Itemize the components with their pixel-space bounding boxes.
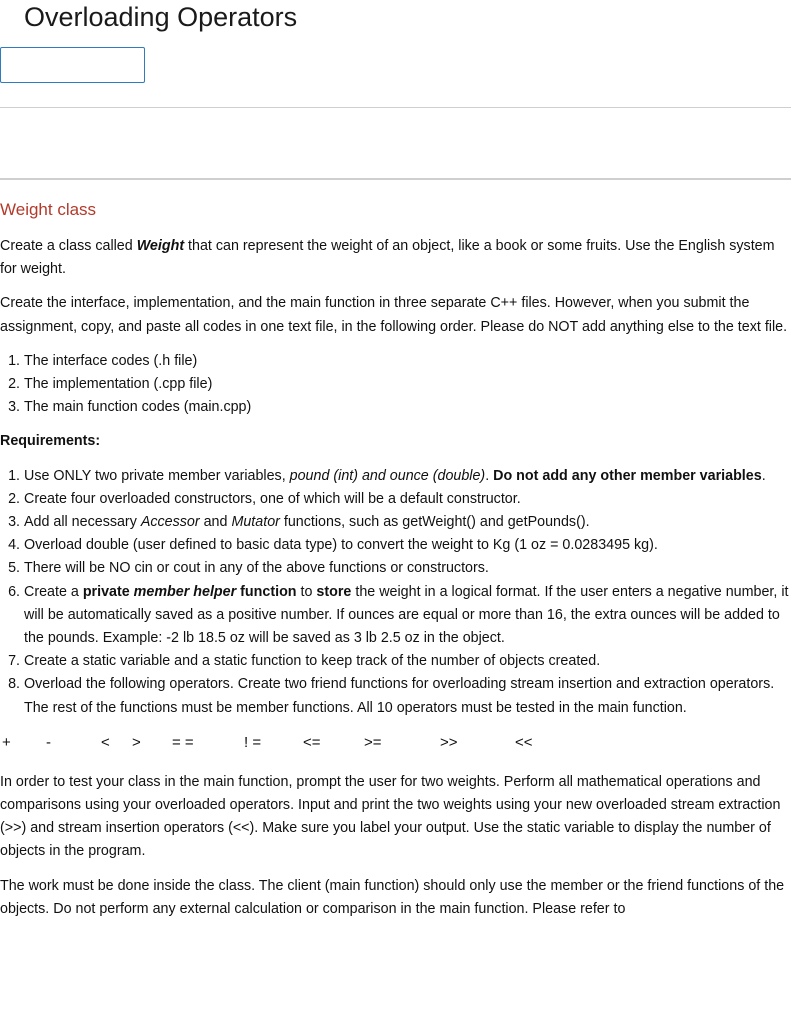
divider	[0, 178, 791, 180]
text: .	[761, 467, 766, 484]
intro-paragraph	[0, 235, 791, 281]
operator: >=	[364, 733, 382, 751]
text: Add all necessary	[24, 514, 141, 531]
operator: +	[2, 733, 11, 751]
operator: -	[46, 733, 51, 751]
operator: <=	[303, 733, 321, 751]
list-item: 8. Overload the following operators. Create two friend functions for overloading stream insertion and extraction operators. The rest of the functions must be member functions. All 10 operators must be tested in the main function.	[24, 673, 791, 719]
list-item: 3. The main function codes (main.cpp)	[24, 396, 791, 419]
operator: = =	[172, 733, 194, 751]
instructions-paragraph: Create the interface, implementation, and the main function in three separate C++ files. However, when you submit the assignment, copy, and paste all codes in one text file, in the following order. Please do NOT add anything else to the text file.	[0, 295, 788, 335]
list-item	[24, 465, 791, 488]
operator: <	[101, 733, 110, 751]
text: member helper	[133, 583, 237, 600]
text: private	[82, 583, 134, 600]
text: store	[316, 583, 352, 600]
list-item: 2. Create four overloaded constructors, one of which will be a default constructor.	[24, 488, 791, 511]
text: pound (int) and ounce (double)	[289, 467, 486, 484]
text: functions, such as getWeight() and getPounds().	[279, 514, 590, 531]
operator: >>	[440, 733, 458, 751]
intro-text: Create a class called	[0, 238, 137, 254]
list-item: 4. Overload double (user defined to basic data type) to convert the weight to Kg (1 oz = 0.0283495 kg).	[24, 534, 791, 557]
divider	[0, 107, 791, 108]
list-item: 5. There will be NO cin or cout in any of the above functions or constructors.	[24, 557, 791, 580]
text: Do not add any other member variables	[493, 467, 762, 484]
files-list	[0, 350, 791, 420]
text: function	[236, 583, 297, 600]
testing-paragraph: In order to test your class in the main function, prompt the user for two weights. Perform all mathematical operations and comparisons using your overloaded operators. Input and print the two weights using your new overloaded stream extraction (>>) and stream insertion operators (<<). Make sure you label your output. Use the static variable to display the number of objects in the program.	[0, 773, 781, 860]
text: the weight in a logical format. If the user enters a negative number, it will be automatically saved as a positive number. If ounces are equal or more than 16, the extra ounces will be added to the pounds. Example: -2 lb 18.5 oz will be saved as 3 lb 2.5 oz in the object.	[24, 583, 789, 647]
text: Accessor	[140, 514, 200, 531]
list-item: 2. The implementation (.cpp file)	[24, 373, 791, 396]
assignment-content	[0, 198, 791, 932]
class-name: Weight	[136, 238, 185, 254]
requirements-heading: Requirements:	[0, 433, 101, 450]
list-item: 7. Create a static variable and a static function to keep track of the number of objects created.	[24, 650, 791, 673]
intro-text: that can represent the weight of an object, like a book or some fruits. Use the English system for weight.	[0, 238, 775, 278]
text: Mutator	[231, 514, 280, 531]
list-item	[24, 581, 791, 651]
operator: ! =	[244, 733, 262, 751]
text: Create a	[24, 583, 83, 600]
text: .	[485, 467, 494, 484]
list-item: 1. The interface codes (.h file)	[24, 350, 791, 373]
section-heading: Weight class	[0, 200, 97, 219]
operator: >	[132, 733, 141, 751]
text: and	[199, 514, 232, 531]
closing-paragraph: The work must be done inside the class. The client (main function) should only use the member or the friend functions of the objects. Do not perform any external calculation or comparison in the main function. Please refer to	[0, 877, 785, 917]
text: to	[296, 583, 317, 600]
title-input[interactable]	[0, 47, 145, 83]
list-item	[24, 511, 791, 534]
page-title: Overloading Operators	[24, 2, 298, 32]
text: Use ONLY two private member variables,	[24, 467, 290, 484]
operators-row	[0, 731, 791, 757]
operator: <<	[515, 733, 533, 751]
requirements-list	[0, 465, 791, 720]
